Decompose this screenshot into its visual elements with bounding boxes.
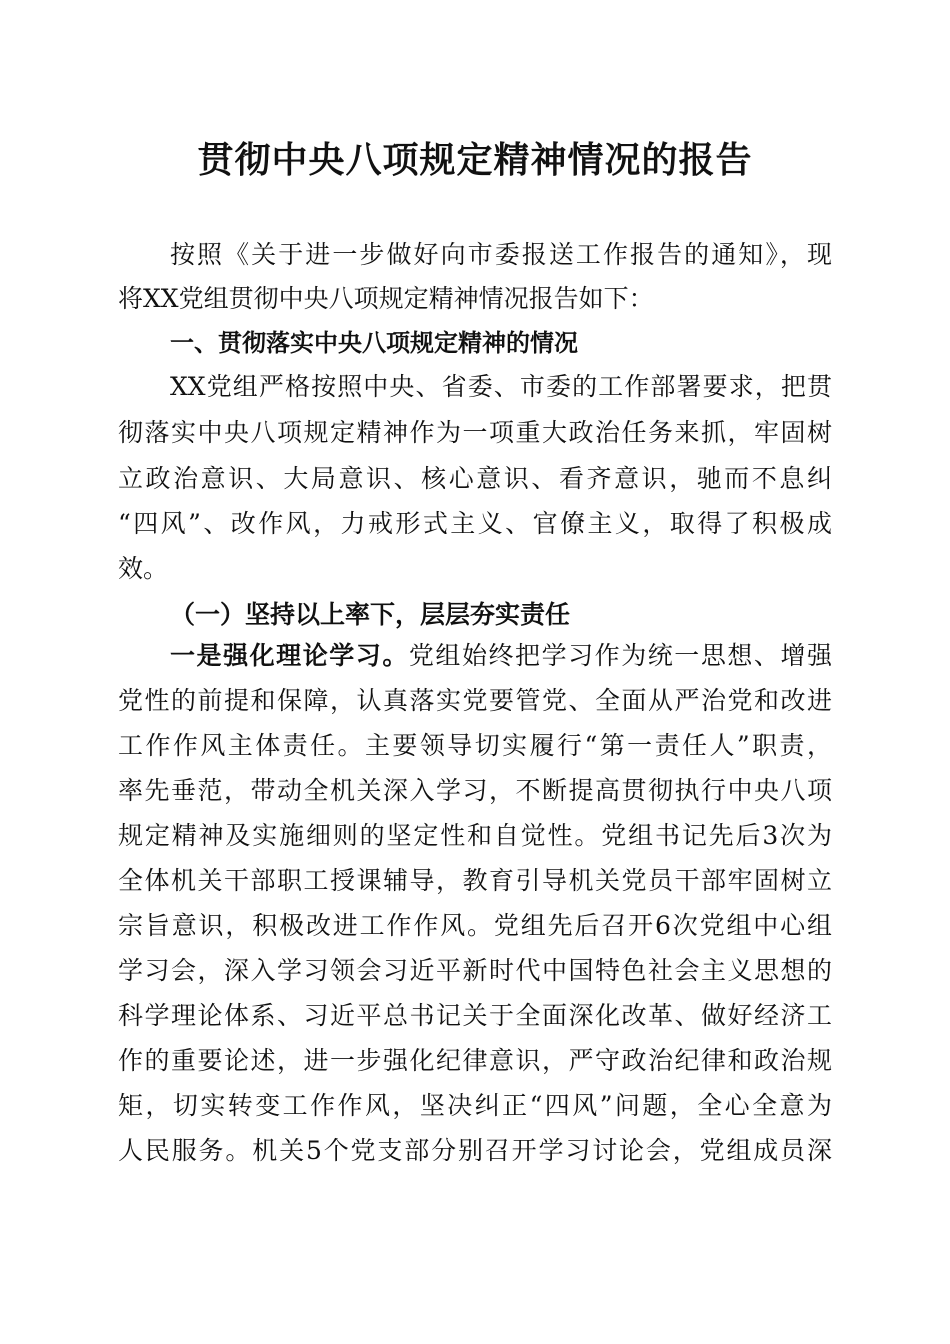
lead-phrase: 一是强化理论学习。 — [170, 641, 409, 670]
section-1-para-line-1: XX党组严格按照中央、省委、市委的工作部署要求，把贯 — [170, 372, 832, 401]
subsection-1-para-line-10: 作的重要论述，进一步强化纪律意识，严守政治纪律和政治规 — [118, 1046, 832, 1075]
section-1-para-line-2: 彻落实中央八项规定精神作为一项重大政治任务来抓，牢固树 — [118, 418, 832, 447]
subsection-1-para-line-9: 科学理论体系、习近平总书记关于全面深化改革、做好经济工 — [118, 1001, 832, 1030]
subsection-1-para-line-11: 矩，切实转变工作作风，坚决纠正“四风”问题，全心全意为 — [118, 1091, 832, 1120]
subsection-1-para-line-1 — [170, 632, 832, 680]
document-title: 贯彻中央八项规定精神情况的报告 — [197, 139, 753, 181]
subsection-1-para-line-3: 工作作风主体责任。主要领导切实履行“第一责任人”职责， — [118, 731, 832, 760]
section-1-para-line-4: “四风”、改作风，力戒形式主义、官僚主义，取得了积极成 — [118, 509, 832, 538]
subsection-1-para-line-8: 学习会，深入学习领会习近平新时代中国特色社会主义思想的 — [118, 956, 832, 985]
line-1-rest: 党组始终把学习作为统一思想、增强 — [408, 641, 832, 670]
subsection-1-para-line-4: 率先垂范，带动全机关深入学习，不断提高贯彻执行中央八项 — [118, 776, 832, 805]
subsection-1-heading: （一）坚持以上率下，层层夯实责任 — [170, 600, 571, 629]
subsection-1-para-line-2: 党性的前提和保障，认真落实党要管党、全面从严治党和改进 — [118, 686, 832, 715]
intro-line-1: 按照《关于进一步做好向市委报送工作报告的通知》，现 — [170, 240, 832, 269]
document-page — [118, 0, 832, 1344]
section-1-para-line-3: 立政治意识、大局意识、核心意识、看齐意识，驰而不息纠 — [118, 464, 832, 493]
subsection-1-para-line-5: 规定精神及实施细则的坚定性和自觉性。党组书记先后3次为 — [118, 821, 832, 850]
intro-line-2: 将XX党组贯彻中央八项规定精神情况报告如下： — [118, 284, 654, 313]
section-1-para-line-5: 效。 — [118, 554, 169, 583]
section-1-heading: 一、贯彻落实中央八项规定精神的情况 — [170, 329, 578, 357]
subsection-1-para-line-6: 全体机关干部职工授课辅导，教育引导机关党员干部牢固树立 — [118, 866, 832, 895]
subsection-1-para-line-12: 人民服务。机关5个党支部分别召开学习讨论会，党组成员深 — [118, 1136, 832, 1165]
subsection-1-para-line-7: 宗旨意识，积极改进工作作风。党组先后召开6次党组中心组 — [118, 911, 832, 940]
